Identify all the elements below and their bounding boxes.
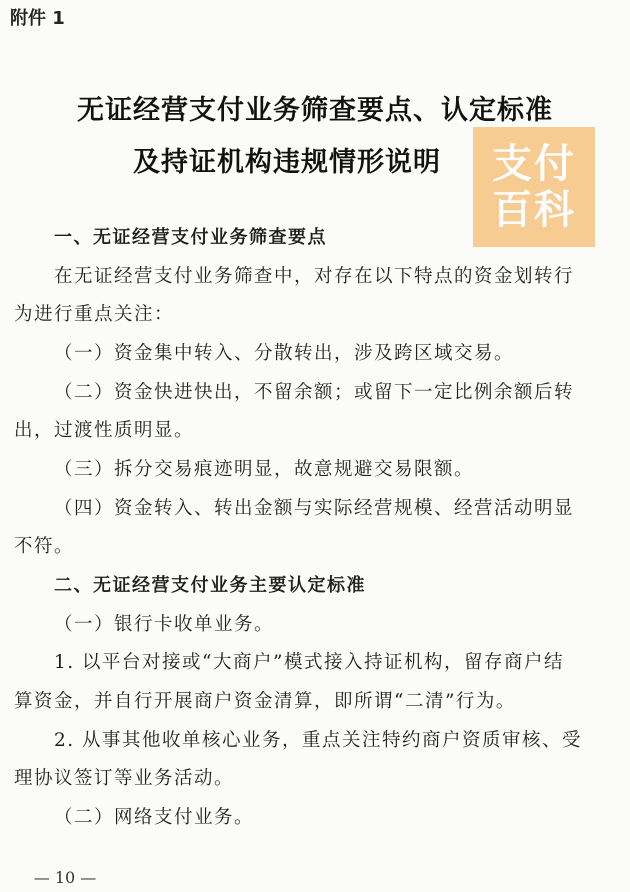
list-item-line: 2. 从事其他收单核心业务，重点关注特约商户资质审核、受 (54, 730, 583, 751)
subsection-heading: （二）网络支付业务。 (54, 807, 255, 828)
list-item-line: （四）资金转入、转出金额与实际经营规模、经营活动明显 (54, 498, 575, 519)
watermark-text-line-1: 支付 (492, 141, 576, 187)
attachment-label: 附件 1 (10, 8, 65, 29)
list-item-line: 理协议签订等业务活动。 (14, 768, 235, 789)
document-title-line-2: 及持证机构违规情形说明 (133, 147, 441, 178)
subsection-heading: （一）银行卡收单业务。 (54, 614, 275, 635)
section-heading-2: 二、无证经营支付业务主要认定标准 (54, 575, 366, 596)
watermark-text-line-2: 百科 (492, 187, 576, 233)
list-item-line: （三）拆分交易痕迹明显，故意规避交易限额。 (54, 459, 475, 480)
document-title-line-1: 无证经营支付业务筛查要点、认定标准 (77, 95, 553, 126)
section-heading-1: 一、无证经营支付业务筛查要点 (54, 227, 327, 248)
page-number: — 10 — (33, 868, 97, 887)
paragraph-line: 在无证经营支付业务筛查中，对存在以下特点的资金划转行 (54, 266, 575, 287)
list-item-line: （二）资金快进快出，不留余额；或留下一定比例余额后转 (54, 382, 575, 403)
list-item-line: 不符。 (14, 536, 75, 557)
list-item-line: 1. 以平台对接或“大商户”模式接入持证机构，留存商户结 (54, 652, 564, 673)
list-item-line: 算资金，并自行开展商户资金清算，即所谓“二清”行为。 (14, 691, 516, 712)
list-item-line: （一）资金集中转入、分散转出，涉及跨区域交易。 (54, 343, 515, 364)
list-item-line: 出，过渡性质明显。 (14, 420, 195, 441)
paragraph-line: 为进行重点关注： (14, 304, 175, 325)
